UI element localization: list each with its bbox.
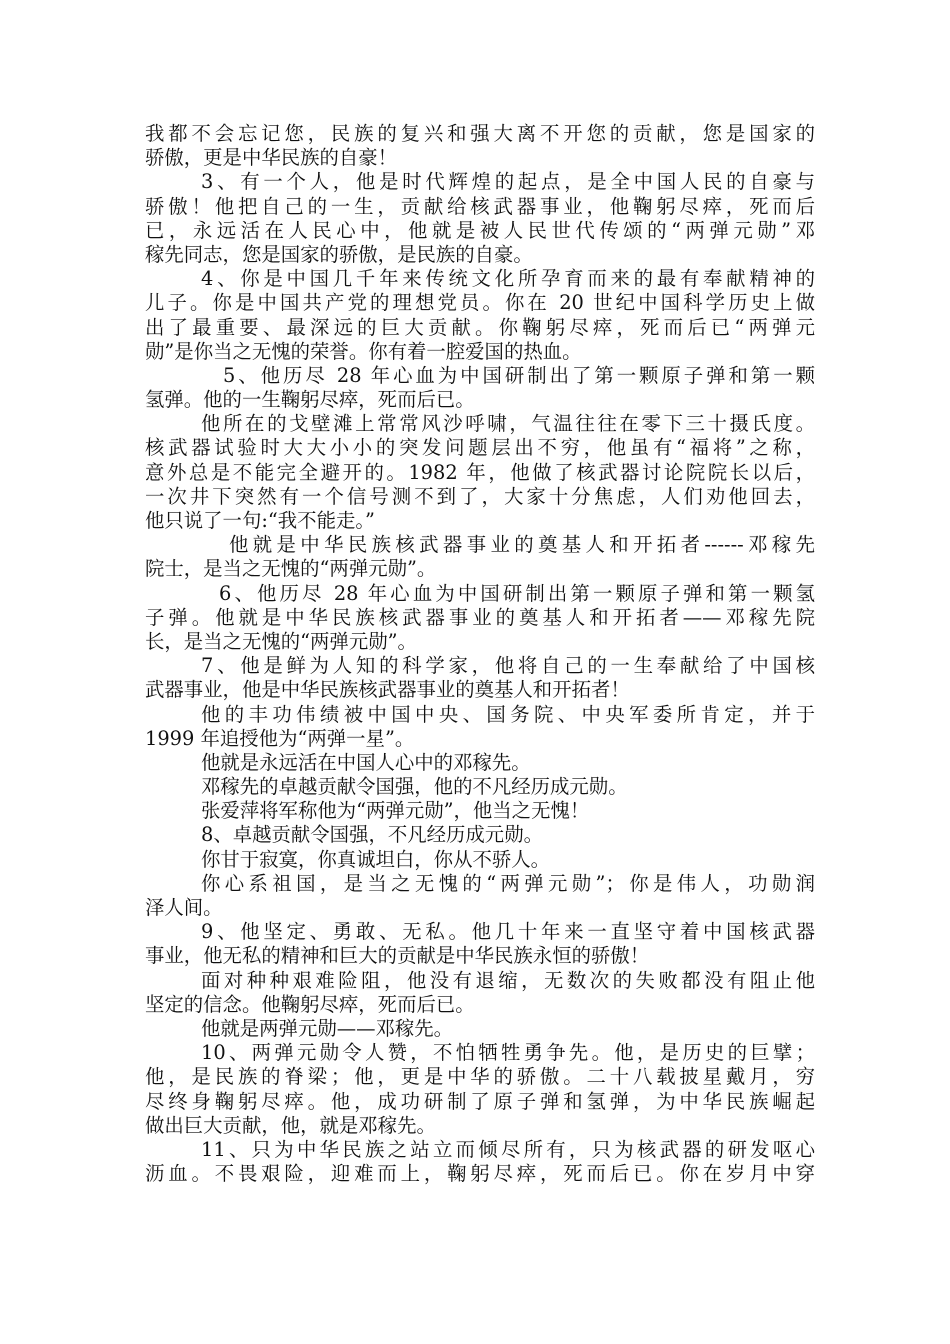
text-line: 我都不会忘记您，民族的复兴和强大离不开您的贡献，您是国家的 <box>145 122 815 145</box>
text-line: 10、两弹元勋令人赞，不怕牺牲勇争先。他，是历史的巨擘； <box>201 1041 815 1065</box>
text-line: 骄傲，更是中华民族的自豪！ <box>145 146 398 170</box>
text-line: 3、有一个人，他是时代辉煌的起点，是全中国人民的自豪与 <box>201 170 815 194</box>
text-line: 长，是当之无愧的“两弹元勋”。 <box>145 629 417 653</box>
text-line: 事业，他无私的精神和巨大的贡献是中华民族永恒的骄傲！ <box>145 944 650 968</box>
text-line: 他只说了一句:“我不能走。” <box>145 509 375 532</box>
text-line: 他就是中华民族核武器事业的奠基人和开拓者------邓稼先 <box>229 533 815 557</box>
text-line: 9、他坚定、勇敢、无私。他几十年来一直坚守着中国核武器 <box>201 920 815 944</box>
text-line: 他就是永远活在中国人心中的邓稼先。 <box>201 750 531 774</box>
text-line: 做出巨大贡献，他，就是邓稼先。 <box>145 1113 436 1137</box>
text-line: 面对种种艰难险阻，他没有退缩，无数次的失败都没有阻止他 <box>201 968 815 992</box>
text-line: 邓稼先的卓越贡献令国强，他的不凡经历成元勋。 <box>201 775 628 799</box>
text-line: 沥血。不畏艰险，迎难而上，鞠躬尽瘁，死而后已。你在岁月中穿 <box>145 1162 815 1186</box>
text-line: 8、卓越贡献令国强，不凡经历成元勋。 <box>201 823 543 847</box>
text-line: 核武器试验时大大小小的突发问题层出不穷，他虽有“福将”之称， <box>145 436 815 460</box>
text-line: 张爱萍将军称他为“两弹元勋”，他当之无愧！ <box>201 799 590 823</box>
text-line: 稼先同志，您是国家的骄傲，是民族的自豪。 <box>145 242 533 266</box>
text-line: 5、他历尽 28 年心血为中国研制出了第一颗原子弹和第一颗 <box>223 363 815 387</box>
text-line: 你心系祖国，是当之无愧的“两弹元勋”；你是伟人，功勋润 <box>201 871 815 895</box>
text-line: 1999 年追授他为“两弹一星”。 <box>145 726 415 750</box>
text-line: 儿子。你是中国共产党的理想党员。你在 20 世纪中国科学历史上做 <box>145 291 815 315</box>
text-line: 尽终身鞠躬尽瘁。他，成功研制了原子弹和氢弹，为中华民族崛起 <box>145 1089 815 1113</box>
text-line: 6、他历尽 28 年心血为中国研制出第一颗原子弹和第一颗氢 <box>219 581 815 605</box>
text-line: 武器事业，他是中华民族核武器事业的奠基人和开拓者！ <box>145 678 630 702</box>
document-body <box>145 122 815 1186</box>
text-line: 出了最重要、最深远的巨大贡献。你鞠躬尽瘁，死而后已“两弹元 <box>145 315 815 339</box>
text-line: 子弹。他就是中华民族核武器事业的奠基人和开拓者——邓稼先院 <box>145 605 815 629</box>
text-line: 氢弹。他的一生鞠躬尽瘁，死而后已。 <box>145 388 475 412</box>
text-line: 他所在的戈壁滩上常常风沙呼啸，气温往往在零下三十摄氏度。 <box>201 412 815 436</box>
text-line: 他的丰功伟绩被中国中央、国务院、中央军委所肯定，并于 <box>201 702 815 726</box>
text-line: 他，是民族的脊梁；他，更是中华的骄傲。二十八载披星戴月，穷 <box>145 1065 815 1089</box>
text-line: 4、你是中国几千年来传统文化所孕育而来的最有奉献精神的 <box>201 267 815 291</box>
text-line: 一次井下突然有一个信号测不到了，大家十分焦虑，人们劝他回去， <box>145 484 815 508</box>
text-line: 已，永远活在人民心中，他就是被人民世代传颂的“两弹元勋”邓 <box>145 218 815 242</box>
text-line: 泽人间。 <box>145 896 223 919</box>
text-line: 院士，是当之无愧的“两弹元勋”。 <box>145 557 437 581</box>
text-line: 骄傲！他把自己的一生，贡献给核武器事业，他鞠躬尽瘁，死而后 <box>145 194 815 218</box>
text-line: 你甘于寂寞，你真诚坦白，你从不骄人。 <box>201 847 551 871</box>
text-line: 坚定的信念。他鞠躬尽瘁，死而后已。 <box>145 992 475 1016</box>
text-line: 11、只为中华民族之站立而倾尽所有，只为核武器的研发呕心 <box>201 1137 815 1161</box>
text-line: 7、他是鲜为人知的科学家，他将自己的一生奉献给了中国核 <box>201 654 815 678</box>
text-line: 意外总是不能完全避开的。1982 年，他做了核武器讨论院院长以后， <box>145 460 815 484</box>
text-line: 勋”是你当之无愧的荣誉。你有着一腔爱国的热血。 <box>145 339 582 363</box>
text-line: 他就是两弹元勋——邓稼先。 <box>201 1016 454 1040</box>
